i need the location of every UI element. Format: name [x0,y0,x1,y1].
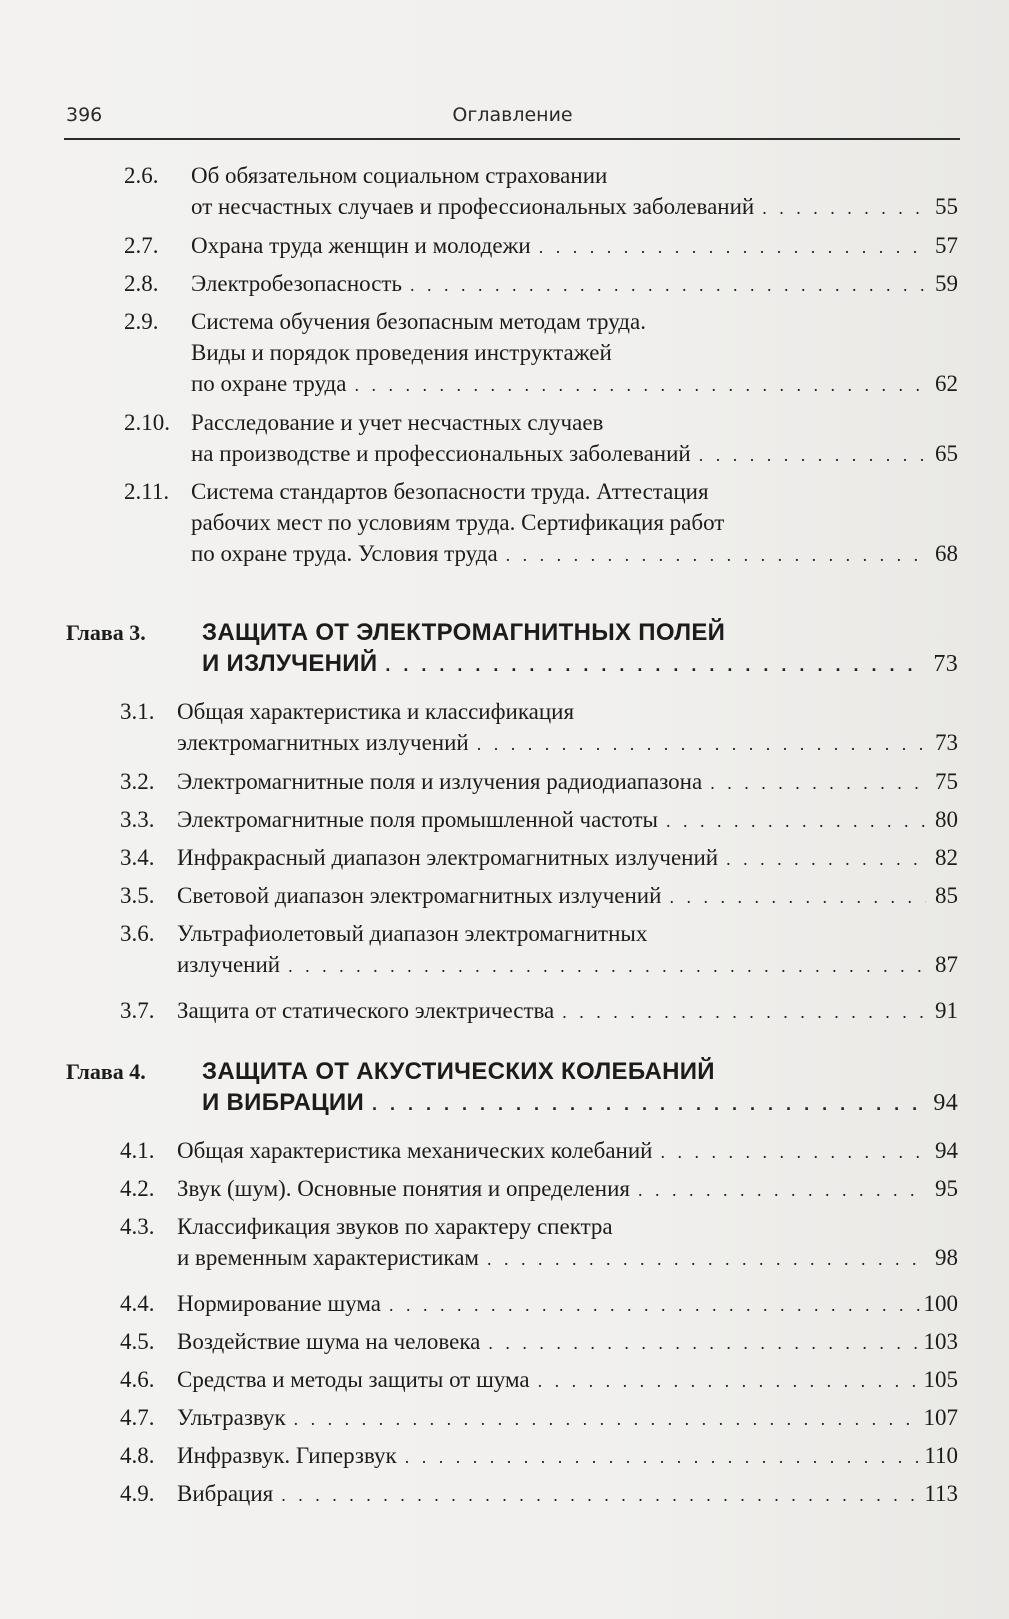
section-number: 3.5. [120,883,155,908]
page-ref: 73 [933,651,958,677]
section-number: 2.10. [124,410,170,435]
section-title-line: Расследование и учет несчастных случаев [191,410,604,435]
toc-section-entry [0,1173,958,1204]
page-ref: 65 [935,441,958,466]
section-title-line: Средства и методы защиты от шума [177,1367,530,1392]
section-number: 2.11. [124,479,170,504]
section-number: 2.8. [124,271,159,296]
section-number: 4.2. [120,1176,155,1201]
section-title-line: Воздействие шума на человека [177,1329,481,1354]
toc-section-entry [0,1478,958,1509]
section-title-line: Виды и порядок проведения инструктажей [191,340,612,365]
toc-section-entry [0,1288,958,1319]
dot-leader [538,1366,920,1397]
page-ref: 95 [935,1176,958,1201]
section-number: 3.1. [120,699,155,724]
chapter-title-line: ЗАЩИТА ОТ АКУСТИЧЕСКИХ КОЛЕБАНИЙ [202,1058,715,1085]
section-number: 3.6. [120,921,155,946]
chapter-title-line: И ВИБРАЦИИ [202,1089,365,1116]
section-title-line: Классификация звуков по характеру спектра [177,1214,613,1239]
section-number: 4.7. [120,1405,155,1430]
page-ref: 91 [935,998,958,1023]
section-title-line: и временным характеристикам [177,1245,479,1270]
page-ref: 59 [935,271,958,296]
dot-leader [638,1175,926,1206]
dot-leader [710,768,926,799]
page-ref: 55 [935,194,958,219]
dot-leader [669,882,926,913]
section-title-line: по охране труда. Условия труда [191,541,498,566]
section-title-line: Защита от статического электричества [177,998,555,1023]
section-title-line: рабочих мест по условиям труда. Сертификация работ [191,510,725,535]
section-title-line: Охрана труда женщин и молодежи [191,233,531,258]
toc-chapter-entry [0,1056,958,1118]
toc-section-entry [0,306,958,399]
section-title-line: Система обучения безопасным методам труда. [191,309,646,334]
dot-leader [389,1290,920,1321]
running-title: Оглавление [452,104,573,126]
dot-leader [294,1404,920,1435]
section-number: 4.8. [120,1443,155,1468]
toc-section-entry [0,995,958,1026]
page-ref: 107 [923,1405,958,1430]
dot-leader [372,1089,926,1120]
section-number: 3.3. [120,807,155,832]
toc-section-entry [0,842,958,873]
chapter-label: Глава 3. [66,620,146,645]
header-rule [64,138,960,140]
section-number: 4.9. [120,1481,155,1506]
dot-leader [539,232,926,263]
dot-leader [385,650,926,681]
page-ref: 105 [923,1367,958,1392]
toc-section-entry [0,804,958,835]
section-number: 3.2. [120,769,155,794]
dot-leader [660,1137,926,1168]
section-number: 2.6. [124,163,159,188]
page-ref: 94 [933,1090,958,1116]
dot-leader [487,1244,926,1275]
section-title-line: Звук (шум). Основные понятия и определения [177,1176,630,1201]
dot-leader [562,997,926,1028]
dot-leader [506,540,926,571]
section-number: 2.7. [124,233,159,258]
page-number: 396 [66,104,103,126]
section-title-line: Общая характеристика и классификация [177,699,575,724]
toc-section-entry [0,1135,958,1166]
running-header [66,104,959,134]
section-title-line: электромагнитных излучений [177,730,469,755]
page-ref: 80 [935,807,958,832]
section-number: 2.9. [124,309,159,334]
section-number: 4.1. [120,1138,155,1163]
dot-leader [405,1442,921,1473]
toc-section-entry [0,476,958,569]
page-ref: 85 [935,883,958,908]
section-title-line: на производстве и профессиональных заболеваний [191,441,691,466]
toc-section-entry [0,1440,958,1471]
toc-section-entry [0,407,958,469]
section-title-line: Электробезопасность [191,271,402,296]
page-ref: 62 [935,371,958,396]
dot-leader [666,806,926,837]
dot-leader [477,729,926,760]
toc-section-entry [0,1211,958,1273]
section-number: 4.3. [120,1214,155,1239]
toc-section-entry [0,268,958,299]
section-title-line: Световой диапазон электромагнитных излучений [177,883,662,908]
section-title-line: Инфразвук. Гиперзвук [177,1443,397,1468]
page-ref: 73 [935,730,958,755]
section-title-line: от несчастных случаев и профессиональных заболеваний [191,194,755,219]
section-title-line: Система стандартов безопасности труда. Аттестация [191,479,709,504]
page-ref: 98 [935,1245,958,1270]
toc-section-entry [0,918,958,980]
section-title-line: Общая характеристика механических колебаний [177,1138,653,1163]
dot-leader [288,951,926,982]
section-title-line: Электромагнитные поля и излучения радиодиапазона [177,769,703,794]
dot-leader [281,1480,920,1511]
section-title-line: Вибрация [177,1481,274,1506]
chapter-title-line: И ИЗЛУЧЕНИЙ [202,650,378,677]
section-number: 3.4. [120,845,155,870]
chapter-title-line: ЗАЩИТА ОТ ЭЛЕКТРОМАГНИТНЫХ ПОЛЕЙ [202,619,726,646]
page-ref: 68 [935,541,958,566]
toc-chapter-entry [0,617,958,679]
dot-leader [699,440,926,471]
section-title-line: Инфракрасный диапазон электромагнитных излучений [177,845,719,870]
section-title-line: по охране труда [191,371,347,396]
page-ref: 94 [935,1138,958,1163]
page-ref: 87 [935,952,958,977]
toc-section-entry [0,766,958,797]
section-number: 4.6. [120,1367,155,1392]
toc-section-entry [0,880,958,911]
dot-leader [410,270,926,301]
section-title-line: Ультрафиолетовый диапазон электромагнитных [177,921,648,946]
section-title-line: Электромагнитные поля промышленной частоты [177,807,658,832]
toc-section-entry [0,696,958,758]
section-title-line: Об обязательном социальном страховании [191,163,608,188]
toc-section-entry [0,1326,958,1357]
dot-leader [354,370,926,401]
section-title-line: Ультразвук [177,1405,286,1430]
page-ref: 110 [924,1443,958,1468]
toc-section-entry [0,1364,958,1395]
section-number: 4.4. [120,1291,155,1316]
chapter-label: Глава 4. [66,1059,146,1084]
page-ref: 113 [924,1481,958,1506]
section-title-line: излучений [177,952,281,977]
dot-leader [726,844,926,875]
page-ref: 75 [935,769,958,794]
toc-section-entry [0,1402,958,1433]
toc-section-entry [0,230,958,261]
page-ref: 103 [923,1329,958,1354]
dot-leader [488,1328,919,1359]
toc-section-entry [0,160,958,222]
section-number: 3.7. [120,998,155,1023]
page-ref: 82 [935,845,958,870]
section-title-line: Нормирование шума [177,1291,381,1316]
section-number: 4.5. [120,1329,155,1354]
page-ref: 100 [923,1291,958,1316]
dot-leader [762,193,926,224]
page-ref: 57 [935,233,958,258]
